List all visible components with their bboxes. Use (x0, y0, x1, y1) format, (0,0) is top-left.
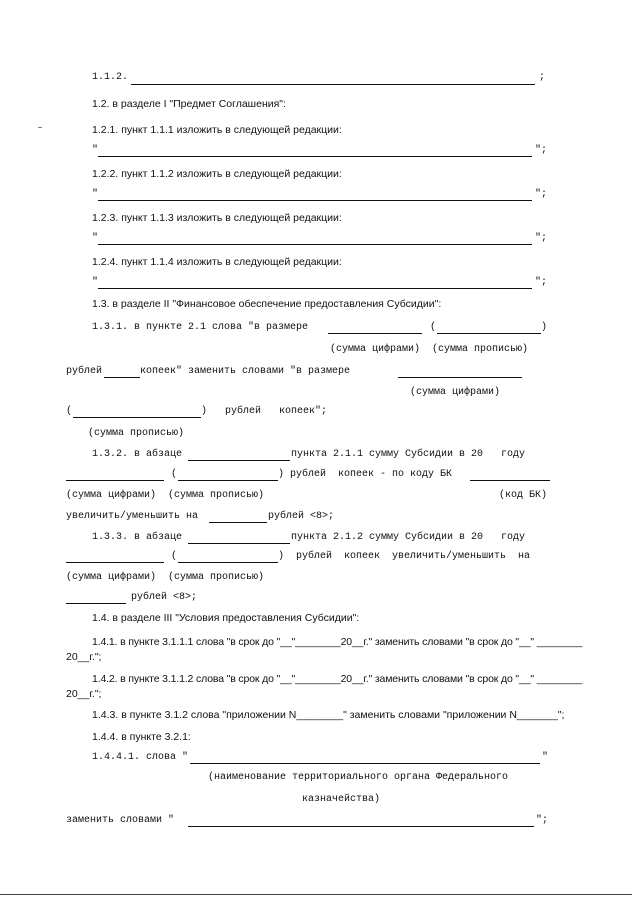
blank-field[interactable] (178, 562, 278, 563)
item-1-3-1-c: ) рублей копеек"; (201, 406, 328, 417)
item-end: ; (539, 72, 546, 83)
blank-field[interactable] (188, 460, 290, 461)
blank-field[interactable] (188, 543, 290, 544)
blank-field[interactable] (66, 480, 164, 481)
blank-field[interactable] (73, 417, 201, 418)
caption-sum-digits: (сумма цифрами) (410, 387, 501, 398)
blank-field[interactable] (66, 603, 126, 604)
item-1-3-3-a: 1.3.3. в абзаце (92, 532, 183, 543)
blank-field[interactable] (98, 200, 532, 201)
item-1-4-1: 1.4.1. в пункте 3.1.1.1 слова "в срок до "__"________20__г." заменить словами "в срок до "__" ________ (92, 636, 583, 648)
quote-open: " (92, 189, 99, 200)
blank-field[interactable] (328, 333, 422, 334)
page-bottom-rule (0, 894, 632, 895)
caption-sum: (сумма цифрами) (сумма прописью) (330, 344, 529, 355)
quote-close: "; (535, 145, 548, 156)
blank-field[interactable] (178, 480, 278, 481)
item-1-2-4: 1.2.4. пункт 1.1.4 изложить в следующей редакции: (92, 256, 342, 268)
quote-close: "; (535, 189, 548, 200)
blank-field[interactable] (190, 763, 540, 764)
scan-mark (38, 127, 42, 128)
item-1-4-4-1-a: 1.4.4.1. слова " (92, 752, 189, 763)
item-1-1-2-number: 1.1.2. (92, 72, 129, 83)
quote-open: " (92, 233, 99, 244)
blank-field[interactable] (209, 522, 267, 523)
section-1-2-heading: 1.2. в разделе I "Предмет Соглашения": (92, 98, 286, 110)
quote-close: "; (535, 233, 548, 244)
caption-treasury-a: (наименование территориального органа Федерального (208, 772, 509, 783)
item-1-3-1-b: копеек" заменить словами "в размере (140, 366, 351, 377)
item-1-3-1-b-start: рублей (66, 366, 103, 377)
paren-open: ( (171, 469, 178, 480)
section-1-3-heading: 1.3. в разделе II "Финансовое обеспечение предоставления Субсидии": (92, 298, 442, 310)
caption-1-3-3: (сумма цифрами) (сумма прописью) (66, 572, 265, 583)
blank-field[interactable] (66, 562, 164, 563)
blank-field[interactable] (98, 288, 532, 289)
blank-field[interactable] (104, 377, 140, 378)
item-1-4-2-end: 20__г."; (66, 688, 102, 700)
caption-1-3-2: (сумма цифрами) (сумма прописью) (66, 490, 265, 501)
item-1-3-3-c: ) рублей копеек увеличить/уменьшить на (278, 551, 531, 562)
quote-close: "; (536, 815, 549, 826)
quote-close: " (542, 752, 549, 763)
item-1-4-2: 1.4.2. в пункте 3.1.1.2 слова "в срок до "__"________20__г." заменить словами "в срок до "__" ________ (92, 673, 583, 685)
item-1-3-2-d: увеличить/уменьшить на (66, 511, 199, 522)
blank-field[interactable] (188, 826, 534, 827)
item-1-3-2-c: ) рублей копеек - по коду БК (278, 469, 453, 480)
caption-treasury-b: казначейства) (302, 794, 381, 805)
section-1-4-heading: 1.4. в разделе III "Условия предоставления Субсидии": (92, 612, 360, 624)
blank-field[interactable] (398, 377, 522, 378)
item-1-2-2: 1.2.2. пункт 1.1.2 изложить в следующей редакции: (92, 168, 342, 180)
item-1-3-3-d: рублей <8>; (131, 592, 198, 603)
paren-open: ( (430, 322, 437, 333)
item-1-3-1-a: 1.3.1. в пункте 2.1 слова "в размере (92, 322, 309, 333)
paren-open: ( (171, 551, 178, 562)
item-1-3-2-b: пункта 2.1.1 сумму Субсидии в 20 году (291, 449, 526, 460)
paren-close: ) (541, 322, 548, 333)
item-1-4-4-1-b: заменить словами " (66, 815, 175, 826)
quote-open: " (92, 145, 99, 156)
item-1-2-3: 1.2.3. пункт 1.1.3 изложить в следующей редакции: (92, 212, 342, 224)
item-1-3-3-b: пункта 2.1.2 сумму Субсидии в 20 году (291, 532, 526, 543)
quote-open: " (92, 277, 99, 288)
item-1-4-3: 1.4.3. в пункте 3.1.2 слова "приложении N________" заменить словами "приложении N_______"; (92, 709, 565, 721)
caption-kod-bk: (код БК) (499, 490, 548, 501)
item-1-3-2-a: 1.3.2. в абзаце (92, 449, 183, 460)
caption-sum-words: (сумма прописью) (88, 428, 185, 439)
blank-field[interactable] (131, 84, 535, 85)
blank-field[interactable] (98, 156, 532, 157)
item-1-3-2-e: рублей <8>; (268, 511, 335, 522)
item-1-4-1-end: 20__г."; (66, 651, 102, 663)
blank-field[interactable] (437, 333, 541, 334)
blank-field[interactable] (470, 480, 550, 481)
quote-close: "; (535, 277, 548, 288)
item-1-2-1: 1.2.1. пункт 1.1.1 изложить в следующей редакции: (92, 124, 342, 136)
paren-open: ( (66, 406, 73, 417)
item-1-4-4: 1.4.4. в пункте 3.2.1: (92, 731, 191, 743)
blank-field[interactable] (98, 244, 532, 245)
